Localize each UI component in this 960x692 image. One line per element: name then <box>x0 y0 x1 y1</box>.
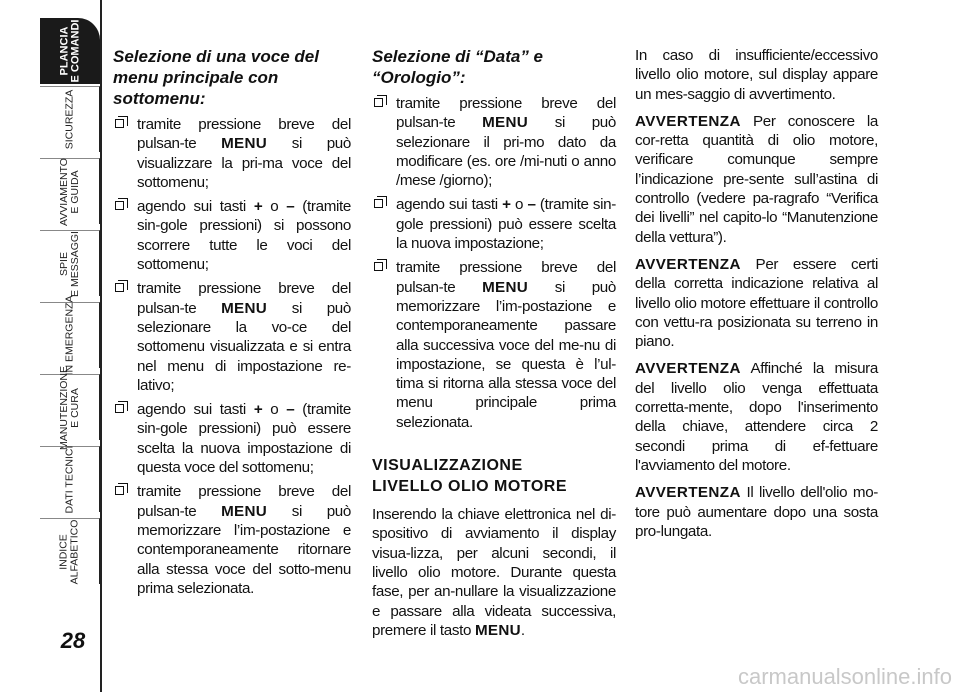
checkbox-bullet-icon <box>115 486 124 495</box>
plus-key-symbol: + <box>502 196 511 214</box>
checkbox-bullet-icon <box>115 119 124 128</box>
warning-label: AVVERTENZA <box>635 255 741 273</box>
plus-key-symbol: + <box>253 401 263 419</box>
section-heading: Selezione di “Data” e “Orologio”: <box>372 47 543 87</box>
list-item: agendo sui tasti + o – (tramite sin-gole pressioni) può essere scelta la nuova impostazione di questa voce del sottomenu; <box>113 400 351 477</box>
list-item: tramite pressione breve del pulsan-te MENU si può selezionare il pri-mo dato da modificare (es. ore /mi-nuti o anno /mese /giorno); <box>372 94 616 190</box>
menu-key-label: MENU <box>474 621 521 639</box>
warning-label: AVVERTENZA <box>635 112 741 130</box>
menu-key-label: MENU <box>221 299 267 317</box>
sidebar-divider <box>100 0 102 692</box>
checkbox-bullet-icon <box>374 98 383 107</box>
tab-avviamento-e-guida[interactable] <box>40 158 100 224</box>
tab-label: INDICE ALFABETICO <box>57 519 81 584</box>
tab-dati-tecnici[interactable] <box>40 446 100 512</box>
tab-label: SPIE E MESSAGGI <box>57 230 81 297</box>
section-heading: Selezione di una voce del menu principale con sottomenu: <box>113 47 319 108</box>
menu-key-label: MENU <box>221 135 267 153</box>
tab-label: AVVIAMENTO E GUIDA <box>57 157 81 226</box>
warning-paragraph: AVVERTENZA Affinché la misura del livello olio venga effettuata corretta-mente, dopo l'inserimento della chiave, attendere circa 2 secondi prima di ef-fettuare l'avviamento del motore. <box>635 360 878 474</box>
oil-level-section-title: VISUALIZZAZIONE LIVELLO OLIO MOTORE <box>372 457 567 496</box>
list-item: tramite pressione breve del pulsan-te MENU si può selezionare la vo-ce del sottomenu visualizzata e si entra nel menu di impostazione re-lativo; <box>113 279 351 395</box>
list-item: agendo sui tasti + o – (tramite sin-gole pressioni) può essere scelta la nuova impostazione; <box>372 195 616 253</box>
menu-key-label: MENU <box>482 278 528 296</box>
checkbox-bullet-icon <box>115 283 124 292</box>
list-item: agendo sui tasti + o – (tramite sin-gole pressioni) si possono scorrere tutte le voci del sottomenu; <box>113 197 351 274</box>
page-number: 28 <box>60 628 86 653</box>
watermark: carmanualsonline.info <box>737 664 952 689</box>
checkbox-bullet-icon <box>115 201 124 210</box>
warning-paragraph: AVVERTENZA Per conoscere la cor-retta quantità di olio motore, verificare comunque sempre l’indicazione pre-sente sull’astina di controllo (vedere pa-ragrafo “Verifica dei livelli” nel capito-lo “Manutenzione della vettura”). <box>635 112 878 246</box>
chapter-sidebar <box>40 18 102 618</box>
plus-key-symbol: + <box>253 198 263 216</box>
column-date-clock <box>372 46 616 648</box>
bullet-list <box>113 115 351 598</box>
tab-sicurezza[interactable] <box>40 86 100 152</box>
tab-label: MANUTENZIONE E CURA <box>57 365 81 450</box>
list-item: tramite pressione breve del pulsan-te MENU si può visualizzare la pri-ma voce del sottomenu; <box>113 115 351 192</box>
warning-label: AVVERTENZA <box>635 484 741 502</box>
warning-label: AVVERTENZA <box>635 360 741 378</box>
checkbox-bullet-icon <box>115 404 124 413</box>
column-menu-selection <box>113 46 351 603</box>
column-warnings <box>635 46 878 549</box>
warning-paragraph: AVVERTENZA Per essere certi della corretta indicazione relativa al livello olio motore effettuare il controllo con vettu-ra posizionata su terreno in piano. <box>635 255 878 351</box>
tab-label: IN EMERGENZA <box>63 295 75 376</box>
oil-level-paragraph: Inserendo la chiave elettronica nel di-spositivo di avviamento il display visua-lizza, per alcuni secondi, il livello olio motore. Durante questa fase, per an-nullare la visualizzazione e passare alla videata successiva, premere il tasto MENU. <box>372 506 616 639</box>
minus-key-symbol: – <box>286 198 295 216</box>
warning-paragraph: AVVERTENZA Il livello dell'olio mo-tore può aumentare dopo una sosta pro-lungata. <box>635 484 878 540</box>
checkbox-bullet-icon <box>374 262 383 271</box>
tab-label: PLANCIA E COMANDI <box>58 19 82 83</box>
list-item: tramite pressione breve del pulsan-te MENU si può memorizzare l’im-postazione e contemporaneamente passare alla successiva voce del me-nu di impostazione, se questa è l’ul-tima si ritorna alla stessa voce del menu principale prima selezionata. <box>372 258 616 432</box>
tab-manutenzione-e-cura[interactable] <box>40 365 100 450</box>
minus-key-symbol: – <box>527 196 536 214</box>
menu-key-label: MENU <box>482 114 528 132</box>
tab-indice-alfabetico[interactable] <box>40 518 100 584</box>
menu-key-label: MENU <box>221 502 267 520</box>
bullet-list <box>372 94 616 432</box>
tab-label: DATI TECNICI <box>63 445 75 514</box>
minus-key-symbol: – <box>286 401 295 419</box>
checkbox-bullet-icon <box>374 199 383 208</box>
intro-paragraph: In caso di insufficiente/eccessivo livello olio motore, sul display appare un mes-saggio di avvertimento. <box>635 47 878 103</box>
tab-plancia-e-comandi[interactable] <box>40 18 100 84</box>
list-item: tramite pressione breve del pulsan-te MENU si può memorizzare l’im-postazione e contemporaneamente ritornare alla stessa voce del sotto-menu prima selezionata. <box>113 482 351 598</box>
tab-label: SICUREZZA <box>63 89 76 150</box>
tab-in-emergenza[interactable] <box>40 295 100 376</box>
tab-spie-e-messaggi[interactable] <box>40 230 100 296</box>
